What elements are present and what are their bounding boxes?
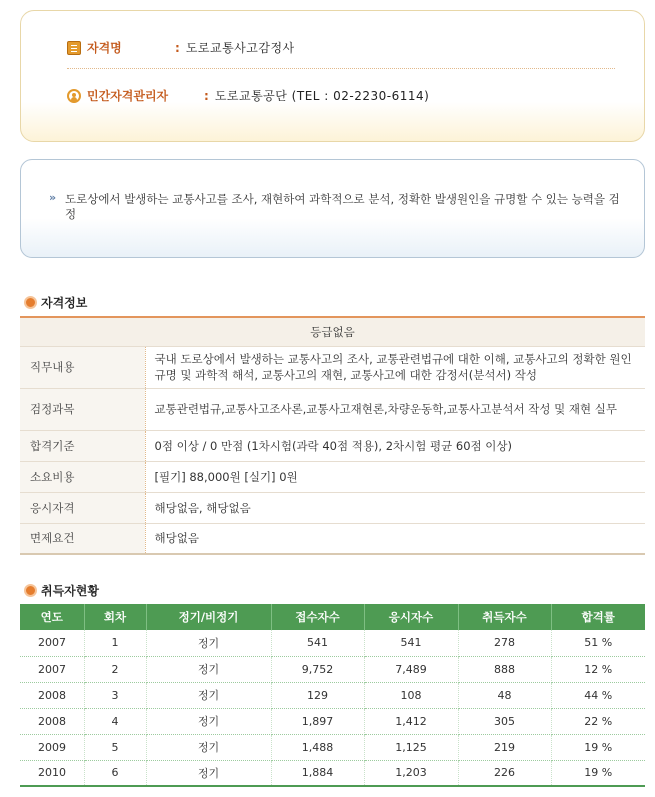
- table-row: [20, 523, 645, 554]
- column-header: 합격률: [551, 604, 645, 630]
- table-cell: 3: [84, 682, 146, 708]
- table-cell: 4: [84, 708, 146, 734]
- table-row: [20, 461, 645, 492]
- table-cell: 2007: [20, 630, 84, 656]
- table-row: [20, 682, 645, 708]
- table-cell: 1,897: [271, 708, 364, 734]
- table-cell: 5: [84, 734, 146, 760]
- table-cell: 1,203: [364, 760, 458, 786]
- row-value: 해당없음, 해당없음: [145, 492, 645, 523]
- table-cell: 정기: [146, 656, 271, 682]
- table-row: [20, 734, 645, 760]
- qualification-name-label: 자격명: [87, 41, 122, 55]
- bullet-icon: [24, 296, 37, 309]
- manager-value: 도로교통공단 (TEL : 02-2230-6114): [214, 89, 430, 103]
- table-cell: 2009: [20, 734, 84, 760]
- acquisition-stats-table: [20, 604, 645, 787]
- table-row: [20, 492, 645, 523]
- table-cell: 44 %: [551, 682, 645, 708]
- column-header: 취득자수: [458, 604, 551, 630]
- qualification-info-box: [20, 10, 645, 142]
- bullet-icon: [24, 584, 37, 597]
- table-cell: 2010: [20, 760, 84, 786]
- table-cell: 1,125: [364, 734, 458, 760]
- manager-label: 민간자격관리자: [87, 89, 169, 103]
- description-text: 도로상에서 발생하는 교통사고를 조사, 재현하여 과학적으로 분석, 정확한 발생원인을 규명할 수 있는 능력을 검정: [65, 192, 620, 221]
- table-row: [20, 656, 645, 682]
- table-cell: 1: [84, 630, 146, 656]
- row-value: 해당없음: [145, 523, 645, 554]
- table-cell: 1,412: [364, 708, 458, 734]
- table-cell: 9,752: [271, 656, 364, 682]
- section-title-text: 취득자현황: [41, 584, 99, 598]
- table-cell: 12 %: [551, 656, 645, 682]
- table-cell: 219: [458, 734, 551, 760]
- table-cell: 정기: [146, 760, 271, 786]
- table-cell: 108: [364, 682, 458, 708]
- qualification-table: [20, 316, 645, 555]
- table-cell: 7,489: [364, 656, 458, 682]
- manager-row: [67, 87, 429, 104]
- colon: :: [204, 88, 209, 103]
- table-cell: 정기: [146, 734, 271, 760]
- table-cell: 51 %: [551, 630, 645, 656]
- qualification-section-title: [24, 294, 87, 311]
- column-header: 응시자수: [364, 604, 458, 630]
- document-icon: [67, 41, 81, 55]
- table-cell: 2: [84, 656, 146, 682]
- row-label: 응시자격: [20, 492, 145, 523]
- column-header: 회차: [84, 604, 146, 630]
- table-cell: 정기: [146, 682, 271, 708]
- section-title-text: 자격정보: [41, 296, 88, 310]
- qualification-name-value: 도로교통사고감정사: [185, 41, 295, 55]
- stats-section-title: [24, 582, 99, 599]
- table-row: [20, 430, 645, 461]
- table-row: [20, 760, 645, 786]
- table-cell: 888: [458, 656, 551, 682]
- table-cell: 19 %: [551, 760, 645, 786]
- double-arrow-icon: »: [49, 191, 57, 204]
- table-cell: 541: [364, 630, 458, 656]
- grade-row: [20, 317, 645, 346]
- table-header-row: [20, 604, 645, 630]
- table-cell: 305: [458, 708, 551, 734]
- divider: [67, 68, 615, 69]
- table-cell: 22 %: [551, 708, 645, 734]
- description-box: [20, 159, 645, 258]
- table-cell: 2007: [20, 656, 84, 682]
- table-row: [20, 708, 645, 734]
- table-cell: 정기: [146, 630, 271, 656]
- row-label: 합격기준: [20, 430, 145, 461]
- table-cell: 2008: [20, 708, 84, 734]
- table-cell: 48: [458, 682, 551, 708]
- table-cell: 1,884: [271, 760, 364, 786]
- row-value: 국내 도로상에서 발생하는 교통사고의 조사, 교통관련법규에 대한 이해, 교통사고의 정확한 원인 규명 및 과학적 해석, 교통사고의 재현, 교통사고에 대한 감정서(분석서) 작성: [145, 346, 645, 388]
- colon: :: [175, 40, 180, 55]
- column-header: 연도: [20, 604, 84, 630]
- person-icon: [67, 89, 81, 103]
- row-label: 직무내용: [20, 346, 145, 388]
- table-cell: 2008: [20, 682, 84, 708]
- table-row: [20, 388, 645, 430]
- row-label: 면제요건: [20, 523, 145, 554]
- row-value: 교통관련법규,교통사고조사론,교통사고재현론,차량운동학,교통사고분석서 작성 및 재현 실무: [145, 388, 645, 430]
- table-cell: 19 %: [551, 734, 645, 760]
- row-value: 0점 이상 / 0 만점 (1차시험(과락 40점 적용), 2차시험 평균 60점 이상): [145, 430, 645, 461]
- table-row: [20, 630, 645, 656]
- grade-cell: 등급없음: [20, 317, 645, 346]
- table-cell: 6: [84, 760, 146, 786]
- qualification-name-row: [67, 39, 295, 56]
- table-cell: 278: [458, 630, 551, 656]
- table-cell: 226: [458, 760, 551, 786]
- column-header: 정기/비정기: [146, 604, 271, 630]
- row-label: 소요비용: [20, 461, 145, 492]
- row-value: [필기] 88,000원 [실기] 0원: [145, 461, 645, 492]
- table-cell: 129: [271, 682, 364, 708]
- table-cell: 정기: [146, 708, 271, 734]
- table-cell: 541: [271, 630, 364, 656]
- row-label: 검정과목: [20, 388, 145, 430]
- column-header: 접수자수: [271, 604, 364, 630]
- table-cell: 1,488: [271, 734, 364, 760]
- table-row: [20, 346, 645, 388]
